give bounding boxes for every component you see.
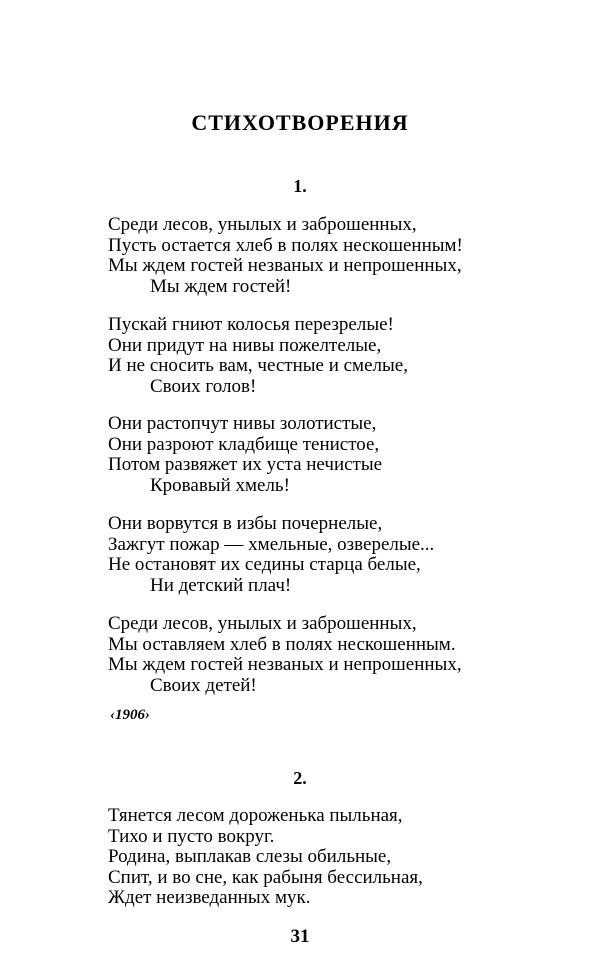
verse-refrain-line: Своих голов! [150,375,257,397]
verse-line: И не сносить вам, честные и смелые, [108,355,408,376]
verse-line: Мы ждем гостей незваных и непрошенных, [108,255,462,276]
stanza [108,614,462,696]
verse-line: Спит, и во сне, как рабыня бессильная, [108,866,423,888]
stanza [108,514,434,596]
poem-date: ‹1906› [110,707,150,723]
verse-line: Мы оставляем хлеб в полях нескошенным. [108,633,456,655]
verse-line: Тянется лесом дороженька пыльная, [108,805,403,826]
verse-line: Они ворвутся в избы почернелые, [108,513,383,534]
verse-line: Зажгут пожар — хмельные, озверелые... [108,533,435,555]
verse-line: Родина, выплакав слезы обильные, [108,846,392,867]
stanza [108,215,463,297]
verse-refrain-line: Ни детский плач! [150,574,292,596]
verse-line: Потом развяжет их уста нечистые [108,454,383,475]
verse-refrain-line: Своих детей! [150,674,257,696]
section-title: СТИХОТВОРЕНИЯ [191,110,409,135]
verse-line: Среди лесов, унылых и заброшенных, [108,214,417,235]
stanza [108,806,423,909]
poem-number: 1. [293,176,307,196]
verse-line: Пусть остается хлеб в полях нескошенным! [108,234,463,256]
stanza [108,414,382,496]
verse-line: Они растопчут нивы золотистые, [108,413,377,434]
verse-line: Среди лесов, унылых и заброшенных, [108,613,417,634]
verse-line: Они разроют кладбище тенистое, [108,433,380,455]
verse-line: Тихо и пусто вокруг. [108,825,275,847]
verse-line: Ждет неизведанных мук. [108,887,311,908]
stanza [108,315,408,397]
verse-refrain-line: Мы ждем гостей! [150,275,292,297]
verse-line: Не остановят их седины старца белые, [108,554,421,575]
page-number: 31 [290,926,310,947]
verse-refrain-line: Кровавый хмель! [150,474,290,496]
poem-number: 2. [293,768,307,788]
verse-line: Они придут на нивы пожелтелые, [108,334,382,356]
verse-line: Мы ждем гостей незваных и непрошенных, [108,654,462,675]
verse-line: Пускай гниют колосья перезрелые! [108,314,394,335]
